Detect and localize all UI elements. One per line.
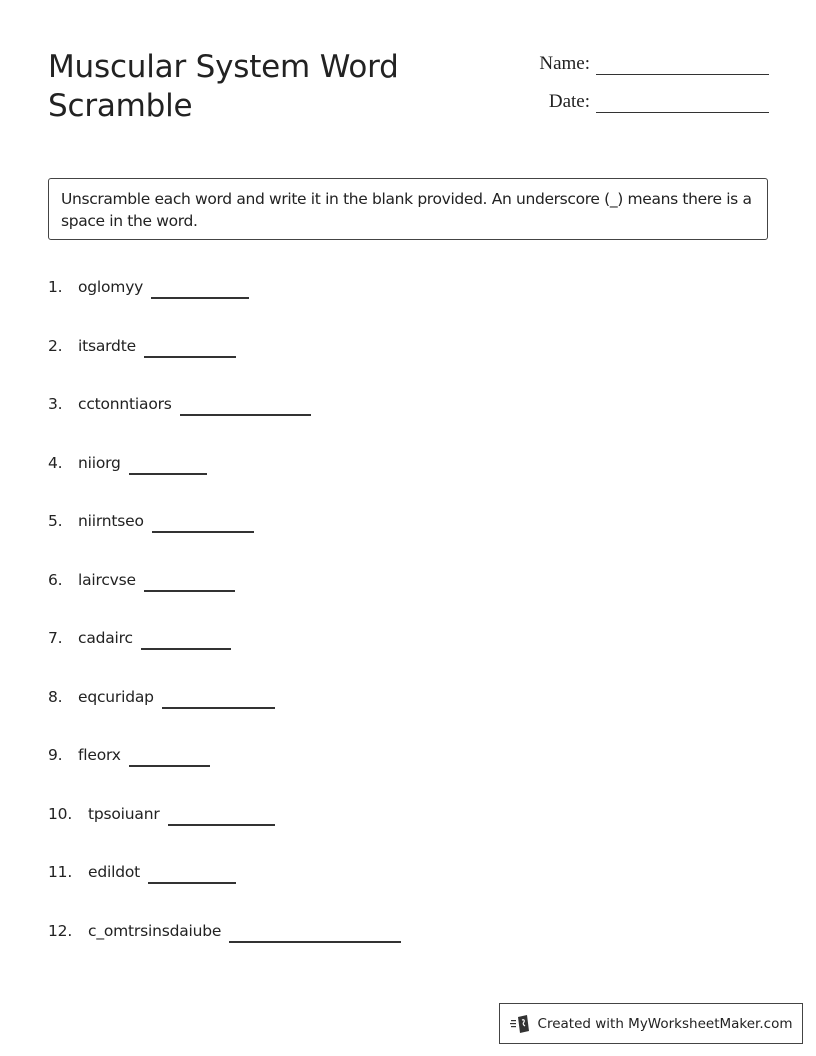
scrambled-word: edildot [88, 863, 140, 881]
answer-blank[interactable] [148, 870, 236, 884]
item-number: 3. [48, 395, 63, 413]
list-item [48, 278, 249, 296]
list-item [48, 395, 311, 413]
list-item [48, 454, 207, 472]
answer-blank[interactable] [162, 695, 275, 709]
name-field [530, 52, 769, 75]
item-number: 8. [48, 688, 63, 706]
list-item [48, 571, 235, 589]
scrambled-word: itsardte [78, 337, 136, 355]
instructions-box: Unscramble each word and write it in the blank provided. An underscore (_) means there is a space in the word. [48, 178, 768, 240]
scrambled-word: fleorx [78, 746, 121, 764]
item-number: 12. [48, 922, 73, 940]
scrambled-word: niirntseo [78, 512, 144, 530]
answer-blank[interactable] [229, 929, 401, 943]
item-number: 6. [48, 571, 63, 589]
scrambled-word: niiorg [78, 454, 121, 472]
name-label: Name: [539, 53, 590, 74]
page-title: Muscular System Word Scramble [48, 49, 399, 124]
item-number: 1. [48, 278, 63, 296]
date-input-line[interactable] [596, 90, 769, 113]
list-item [48, 922, 401, 940]
item-number: 11. [48, 863, 73, 881]
scrambled-word: cctonntiaors [78, 395, 172, 413]
list-item [48, 863, 236, 881]
scrambled-word: cadairc [78, 629, 133, 647]
list-item [48, 629, 231, 647]
answer-blank[interactable] [168, 812, 275, 826]
answer-blank[interactable] [152, 519, 254, 533]
worksheet-maker-logo-icon [510, 1014, 532, 1034]
item-number: 7. [48, 629, 63, 647]
scrambled-word: eqcuridap [78, 688, 154, 706]
item-number: 5. [48, 512, 63, 530]
scrambled-word: laircvse [78, 571, 136, 589]
item-number: 10. [48, 805, 73, 823]
scrambled-word: oglomyy [78, 278, 144, 296]
answer-blank[interactable] [151, 285, 249, 299]
scrambled-word: c_omtrsinsdaiube [88, 922, 222, 940]
date-label: Date: [548, 91, 590, 112]
answer-blank[interactable] [144, 344, 236, 358]
name-input-line[interactable] [596, 52, 769, 75]
answer-blank[interactable] [129, 753, 210, 767]
answer-blank[interactable] [129, 461, 207, 475]
list-item [48, 337, 236, 355]
list-item [48, 805, 275, 823]
item-number: 4. [48, 454, 63, 472]
scrambled-word: tpsoiuanr [88, 805, 160, 823]
item-number: 2. [48, 337, 63, 355]
answer-blank[interactable] [141, 636, 231, 650]
date-field [530, 90, 769, 113]
footer-credit[interactable] [499, 1003, 803, 1044]
item-number: 9. [48, 746, 63, 764]
list-item [48, 512, 254, 530]
list-item [48, 746, 210, 764]
answer-blank[interactable] [180, 402, 311, 416]
answer-blank[interactable] [144, 578, 235, 592]
footer-text: Created with MyWorksheetMaker.com [537, 1015, 793, 1032]
list-item [48, 688, 275, 706]
